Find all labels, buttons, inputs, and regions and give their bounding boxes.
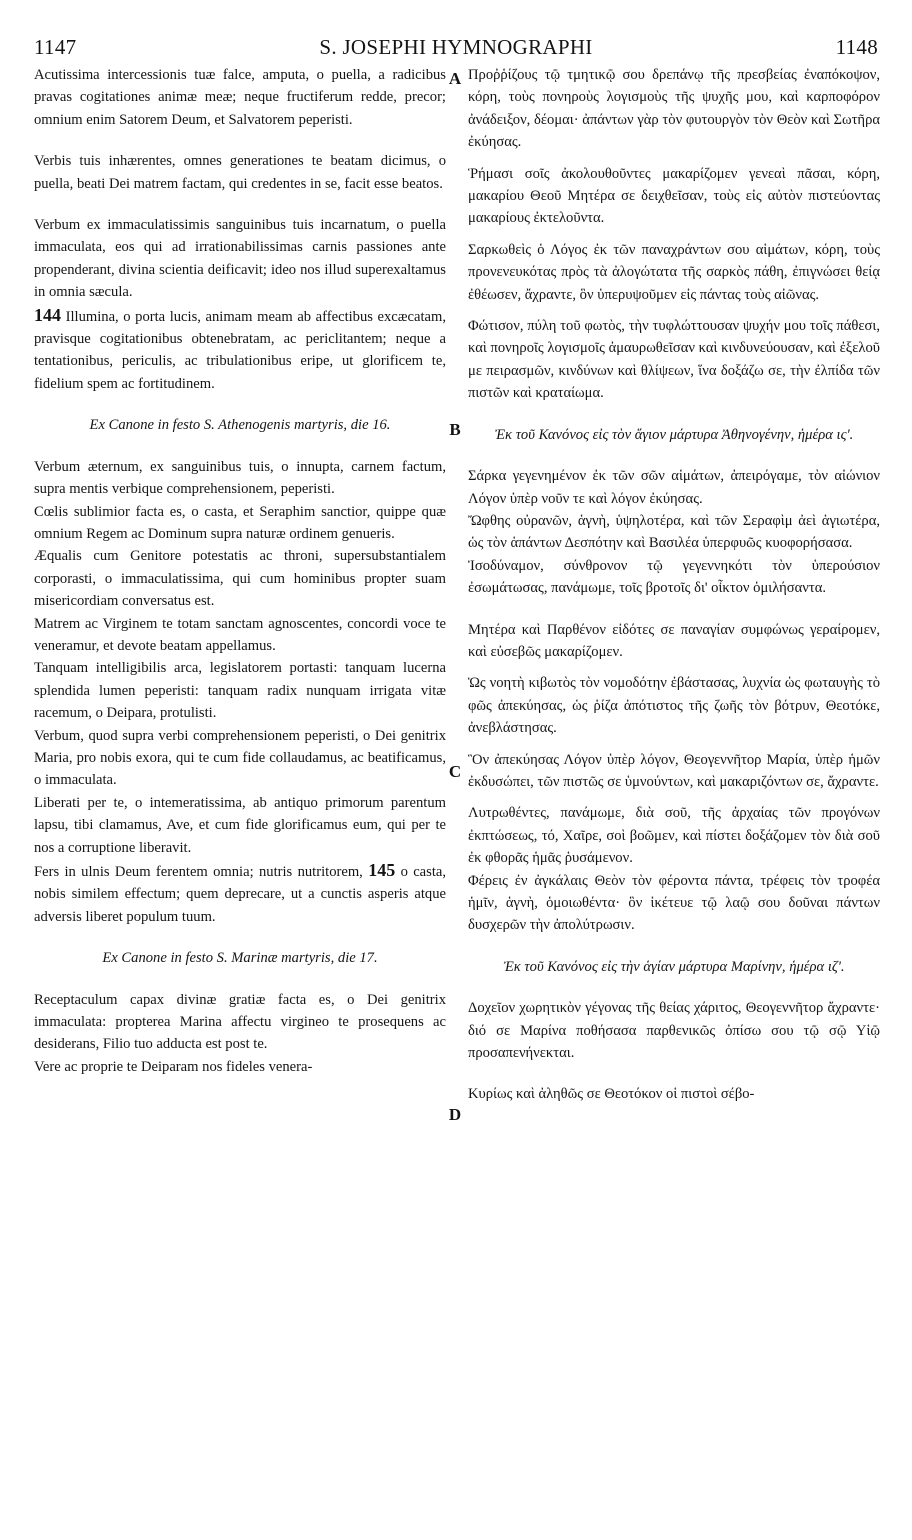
latin-paragraph: Receptaculum capax divinæ gratiæ facta es, o Dei genitrix immaculata: propterea Marina affectu virgineo te prosequens ac desiderans, Filio tuo adducta est post te.: [34, 991, 446, 1053]
margin-letter-d: D: [448, 1105, 462, 1124]
latin-paragraph: Acutissima intercessionis tuæ falce, amputa, o puella, a radicibus pravas cogitationes animæ meæ; neque fructiferum redde, precor; omnium enim Satorem Deum, et Salvatorem peperisti.: [34, 67, 446, 128]
margin-letter-a: A: [448, 69, 462, 88]
latin-paragraph: Verbum æternum, ex sanguinibus tuis, o innupta, carnem factum, supra mentis verbique comprehensionem, peperisti.: [34, 458, 446, 498]
greek-column: [468, 64, 880, 1106]
section-heading: Ex Canone in festo S. Athenogenis martyris, die 16.: [89, 417, 391, 434]
latin-paragraph: Vere ac proprie te Deiparam nos fideles venera-: [34, 1058, 313, 1075]
latin-paragraph-text: o casta, nobis similem effectum; quem deprecare, ut a cunctis asperis atque adversis liberet populum tuum.: [34, 864, 447, 925]
latin-paragraph: Matrem ac Virginem te totam sanctam agnoscentes, concordi voce te veneramur, et devote beatam appellamus.: [34, 615, 446, 654]
running-title: S. JOSEPHI HYMNOGRAPHI: [319, 35, 593, 59]
latin-paragraph: Verbis tuis inhærentes, omnes generationes te beatam dicimus, o puella, beati Dei matrem factam, qui credentes in se, facit esse beatos.: [34, 153, 446, 192]
latin-column: [34, 64, 446, 1078]
latin-paragraph: [34, 304, 446, 396]
margin-letter-c: C: [448, 762, 462, 781]
greek-paragraph: Ἰσοδύναμον, σύνθρονον τῷ γεγεννηκότι τὸν ὑπερούσιον ἐσωμάτωσας, πανάμωμε, τοῖς βροτοῖς δι' οἶκτον ὁμιλήσαντα.: [468, 557, 880, 597]
greek-paragraph: Προῤῥίζους τῷ τμητικῷ σου δρεπάνῳ τῆς πρεσβείας ἐναπόκοψον, κόρη, τοὺς πονηροὺς λογισμοὺς τῆς ψυχῆς μου, καὶ καρποφόρον ἀνάδειξον, δέομαι· ἀπάντων γὰρ τὸν φυτουργὸν τὸν Θεὸν καὶ Σωτῆρα ἐκύησας.: [468, 67, 880, 151]
greek-paragraph: Λυτρωθέντες, πανάμωμε, διὰ σοῦ, τῆς ἀρχαίας τῶν προγόνων ἐκπτώσεως, τό, Χαῖρε, σοὶ βοῶμεν, καὶ πίστει δοξάζομεν τὸν διὰ σοῦ ἐκ φθορᾶς ἡμᾶς ῥυσάμενον.: [468, 805, 880, 867]
running-header: [34, 34, 878, 60]
latin-paragraph: Tanquam intelligibilis arca, legislatorem portasti: tanquam lucerna splendida lumen peperisti: tanquam radix nunquam irrigata vitæ racemum, o Deipara, protulisti.: [34, 660, 446, 722]
latin-paragraph: [34, 859, 446, 928]
greek-paragraph: Μητέρα καὶ Παρθένον εἰδότες σε παναγίαν συμφώνως γεραίρομεν, καὶ εὐσεβῶς μακαρίζομεν.: [468, 621, 880, 660]
margin-letter-b: B: [449, 420, 461, 439]
section-number: 144: [34, 304, 61, 325]
greek-paragraph: Κυρίως καὶ ἀληθῶς σε Θεοτόκον οἱ πιστοὶ σέβο-: [468, 1086, 755, 1103]
greek-paragraph: Ῥήμασι σοῖς ἀκολουθοῦντες μακαρίζομεν γενεαὶ πᾶσαι, κόρη, μακαρίου Θεοῦ Μητέρα σε δειχθεῖσαν, τοὺς εἰς αὐτὸν πιστεύοντας μακαρίους ἐκτελοῦντα.: [468, 165, 880, 227]
greek-paragraph: Ὤφθης οὐρανῶν, ἁγνὴ, ὑψηλοτέρα, καὶ τῶν Σεραφὶμ ἀεὶ ἁγιωτέρα, ὡς τὸν ἁπάντων Δεσπότην καὶ Βασιλέα ὑπερφυῶς κυοφορήσασα.: [468, 512, 880, 552]
page-number-right: 1148: [835, 35, 878, 59]
latin-paragraph: Cœlis sublimior facta es, o casta, et Seraphim sanctior, quippe quæ omnium Regem ac Dominum supra naturæ ordinem genueris.: [34, 503, 446, 542]
greek-paragraph: Φώτισον, πύλη τοῦ φωτὸς, τὴν τυφλώττουσαν ψυχήν μου τοῖς πάθεσι, καὶ πονηροῖς λογισμοῖς ἀμαυρωθεῖσαν καὶ κινδυνεύουσαν, καὶ ἐξελοῦ με πειρασμῶν, κινδύνων καὶ θλίψεων, ἵνα δοξάζω σε, τὴν ἐλπίδα τῶν πιστῶν καὶ κραταίωμα.: [468, 318, 880, 402]
greek-paragraph: Ὡς νοητὴ κιβωτὸς τὸν νομοδότην ἐβάστασας, λυχνία ὡς φωταυγὴς τὸ φῶς ἀπεκύησας, ὡς ῥίζα ἀπότιστος τῆς ζωῆς τὸν βότρυν, Θεοτόκε, ἀνεβλάστησας.: [468, 675, 880, 737]
section-heading: Ex Canone in festo S. Marinæ martyris, die 17.: [102, 950, 378, 967]
latin-paragraph-text: Fers in ulnis Deum ferentem omnia; nutris nutritorem,: [34, 864, 363, 880]
greek-paragraph: Σάρκα γεγενημένον ἐκ τῶν σῶν αἱμάτων, ἀπειρόγαμε, τὸν αἰώνιον Λόγον ὑπὲρ νοῦν τε καὶ λόγον ἐκύησας.: [468, 468, 880, 507]
section-heading: Ἐκ τοῦ Κανόνος εἰς τὴν ἁγίαν μάρτυρα Μαρίνην, ἡμέρα ιζ'.: [503, 958, 845, 975]
greek-paragraph: Φέρεις ἐν ἀγκάλαις Θεὸν τὸν φέροντα πάντα, τρέφεις τὸν τροφέα ἡμῖν, ἁγνὴ, ὁμοιωθέντα· ὃν ἱκέτευε τῷ λαῷ σου δοῦναι πάντων δυσχερῶν τὴν ἀπολύτρωσιν.: [468, 872, 880, 934]
section-heading: Ἐκ τοῦ Κανόνος εἰς τὸν ἅγιον μάρτυρα Ἀθηνογένην, ἡμέρα ις'.: [494, 426, 854, 443]
page-number-left: 1147: [34, 35, 77, 59]
latin-paragraph-text: Illumina, o porta lucis, animam meam ab affectibus excæcatam, pravisque cogitationibus obtenebratam, ac periclitantem; neque a tentationibus, periculis, ac tribulationibus eripe, ut glorificem te, fidelium spem ac fortitudinem.: [34, 308, 446, 392]
greek-paragraph: Δοχεῖον χωρητικὸν γέγονας τῆς θείας χάριτος, Θεογεννῆτορ ἄχραντε· διό σε Μαρίνα ποθήσασα παρθενικῶς ὀπίσω σου τῷ σῷ Υἱῷ προσαπενήνεκται.: [468, 1000, 880, 1062]
greek-paragraph: Σαρκωθεὶς ὁ Λόγος ἐκ τῶν παναχράντων σου αἱμάτων, κόρη, τοὺς προνενευκότας πρὸς τὰ ἀλογώτατα τῆς σαρκὸς πάθη, ἐπιγνώσει θείᾳ ἐθέωσεν, ἄχραντε, ὃν ὑπερυψοῦμεν εἰς πάντας τοὺς αἰῶνας.: [468, 241, 880, 303]
latin-paragraph: Verbum ex immaculatissimis sanguinibus tuis incarnatum, o puella immaculata, eos qui ad irrationabilissimas carnis passiones ante propenderant, divina scientia deificavit; ideo nos illud superexaltamus in omnia sæcula.: [34, 217, 446, 301]
greek-paragraph: Ὃν ἀπεκύησας Λόγον ὑπὲρ λόγον, Θεογεννῆτορ Μαρία, ὑπὲρ ἡμῶν ἐκδυσώπει, τῶν πιστῶς σε ὑμνούντων, καὶ μακαριζόντων σε, ἄχραντε.: [468, 751, 880, 790]
latin-paragraph: Liberati per te, o intemeratissima, ab antiquo primorum parentum lapsu, tibi clamamus, Ave, et cum fide glorificamus eum, qui per te nos a corruptione liberavit.: [34, 794, 446, 856]
section-number: 145: [368, 860, 396, 880]
latin-paragraph: Verbum, quod supra verbi comprehensionem peperisti, o Dei genitrix Maria, pro nobis exora, qui te cum fide collaudamus, ac beatificamus, o immaculata.: [34, 727, 446, 789]
latin-paragraph: Æqualis cum Genitore potestatis ac throni, supersubstantialem corporasti, o immaculatissima, qui cum hominibus propter suam misericordiam conversatus est.: [34, 548, 446, 610]
